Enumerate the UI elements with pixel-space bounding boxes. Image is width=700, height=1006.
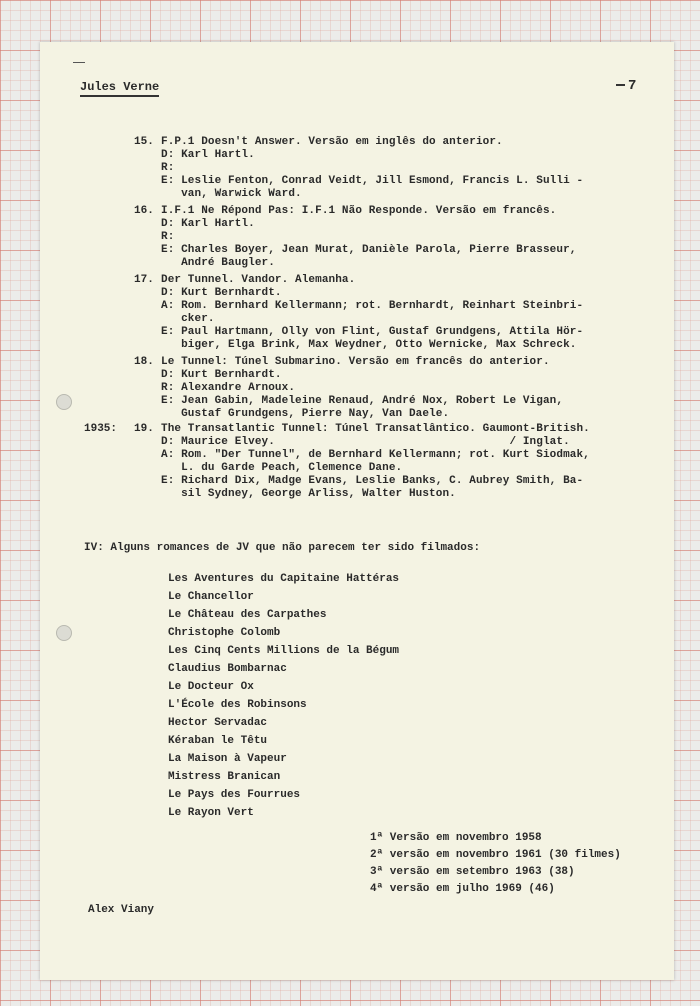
film-line: A: Rom. "Der Tunnel", de Bernhard Kellermann; rot. Kurt Siodmak, <box>161 449 590 461</box>
film-line: L. du Garde Peach, Clemence Dane. <box>161 462 403 474</box>
film-line: R: <box>161 162 175 174</box>
film-line: sil Sydney, George Arliss, Walter Huston. <box>161 488 456 500</box>
film-title: The Transatlantic Tunnel: Túnel Transatlântico. Gaumont-British. <box>161 423 590 435</box>
film-line: E: Charles Boyer, Jean Murat, Danièle Parola, Pierre Brasseur, <box>161 244 577 256</box>
film-line: van, Warwick Ward. <box>161 188 302 200</box>
film-title: Le Tunnel: Túnel Submarino. Versão em francês do anterior. <box>161 356 550 368</box>
list-item: Hector Servadac <box>168 717 268 729</box>
film-line: A: Rom. Bernhard Kellermann; rot. Bernhardt, Reinhart Steinbri- <box>161 300 584 312</box>
version-list <box>370 830 621 898</box>
list-item: Kéraban le Têtu <box>168 735 268 747</box>
signature: Alex Viany <box>88 904 155 916</box>
film-title: F.P.1 Doesn't Answer. Versão em inglês do anterior. <box>161 136 503 148</box>
film-number: 16. <box>134 205 154 217</box>
film-line: R: Alexandre Arnoux. <box>161 382 296 394</box>
film-number: 19. <box>134 423 154 435</box>
pen-mark <box>73 62 85 63</box>
film-line: André Baugler. <box>161 257 275 269</box>
film-line: D: Maurice Elvey. / Inglat. <box>161 436 570 448</box>
list-item: Le Château des Carpathes <box>168 609 327 621</box>
list-item: Christophe Colomb <box>168 627 281 639</box>
version-item: 1ª Versão em novembro 1958 <box>370 832 542 844</box>
list-item: Le Rayon Vert <box>168 807 254 819</box>
version-item: 3ª versão em setembro 1963 (38) <box>370 866 575 878</box>
list-item: Claudius Bombarnac <box>168 663 287 675</box>
film-line: E: Paul Hartmann, Olly von Flint, Gustaf Grundgens, Attila Hör- <box>161 326 584 338</box>
list-item: La Maison à Vapeur <box>168 753 287 765</box>
film-title: I.F.1 Ne Répond Pas: I.F.1 Não Responde. Versão em francês. <box>161 205 557 217</box>
list-item: Les Cinq Cents Millions de la Bégum <box>168 645 400 657</box>
version-item: 4ª versão em julho 1969 (46) <box>370 883 555 895</box>
list-item: L'École des Robinsons <box>168 699 307 711</box>
punch-hole <box>56 394 72 410</box>
punch-hole <box>56 625 72 641</box>
section-title: IV: Alguns romances de JV que não parecem ter sido filmados: <box>84 542 481 554</box>
film-number: 17. <box>134 274 154 286</box>
film-line: biger, Elga Brink, Max Weydner, Otto Wernicke, Max Schreck. <box>161 339 577 351</box>
film-year: 1935: <box>84 423 118 435</box>
film-title: Der Tunnel. Vandor. Alemanha. <box>161 274 356 286</box>
film-line: Gustaf Grundgens, Pierre Nay, Van Daele. <box>161 408 450 420</box>
film-line: E: Leslie Fenton, Conrad Veidt, Jill Esmond, Francis L. Sulli - <box>161 175 584 187</box>
page-number: 7 <box>616 78 636 94</box>
list-item: Mistress Branican <box>168 771 281 783</box>
film-number: 18. <box>134 356 154 368</box>
film-line: D: Karl Hartl. <box>161 218 255 230</box>
version-item: 2ª versão em novembro 1961 (30 filmes) <box>370 849 621 861</box>
film-line: R: <box>161 231 175 243</box>
list-item: Le Chancellor <box>168 591 254 603</box>
film-line: cker. <box>161 313 215 325</box>
list-item: Les Aventures du Capitaine Hattéras <box>168 573 400 585</box>
novel-list <box>168 570 399 822</box>
film-number: 15. <box>134 136 154 148</box>
list-item: Le Docteur Ox <box>168 681 254 693</box>
film-line: E: Jean Gabin, Madeleine Renaud, André Nox, Robert Le Vigan, <box>161 395 564 407</box>
film-line: D: Kurt Bernhardt. <box>161 287 282 299</box>
film-line: E: Richard Dix, Madge Evans, Leslie Banks, C. Aubrey Smith, Ba- <box>161 475 584 487</box>
film-line: D: Kurt Bernhardt. <box>161 369 282 381</box>
typed-page <box>40 42 674 980</box>
list-item: Le Pays des Fourrues <box>168 789 301 801</box>
header-author: Jules Verne <box>80 80 159 97</box>
film-line: D: Karl Hartl. <box>161 149 255 161</box>
